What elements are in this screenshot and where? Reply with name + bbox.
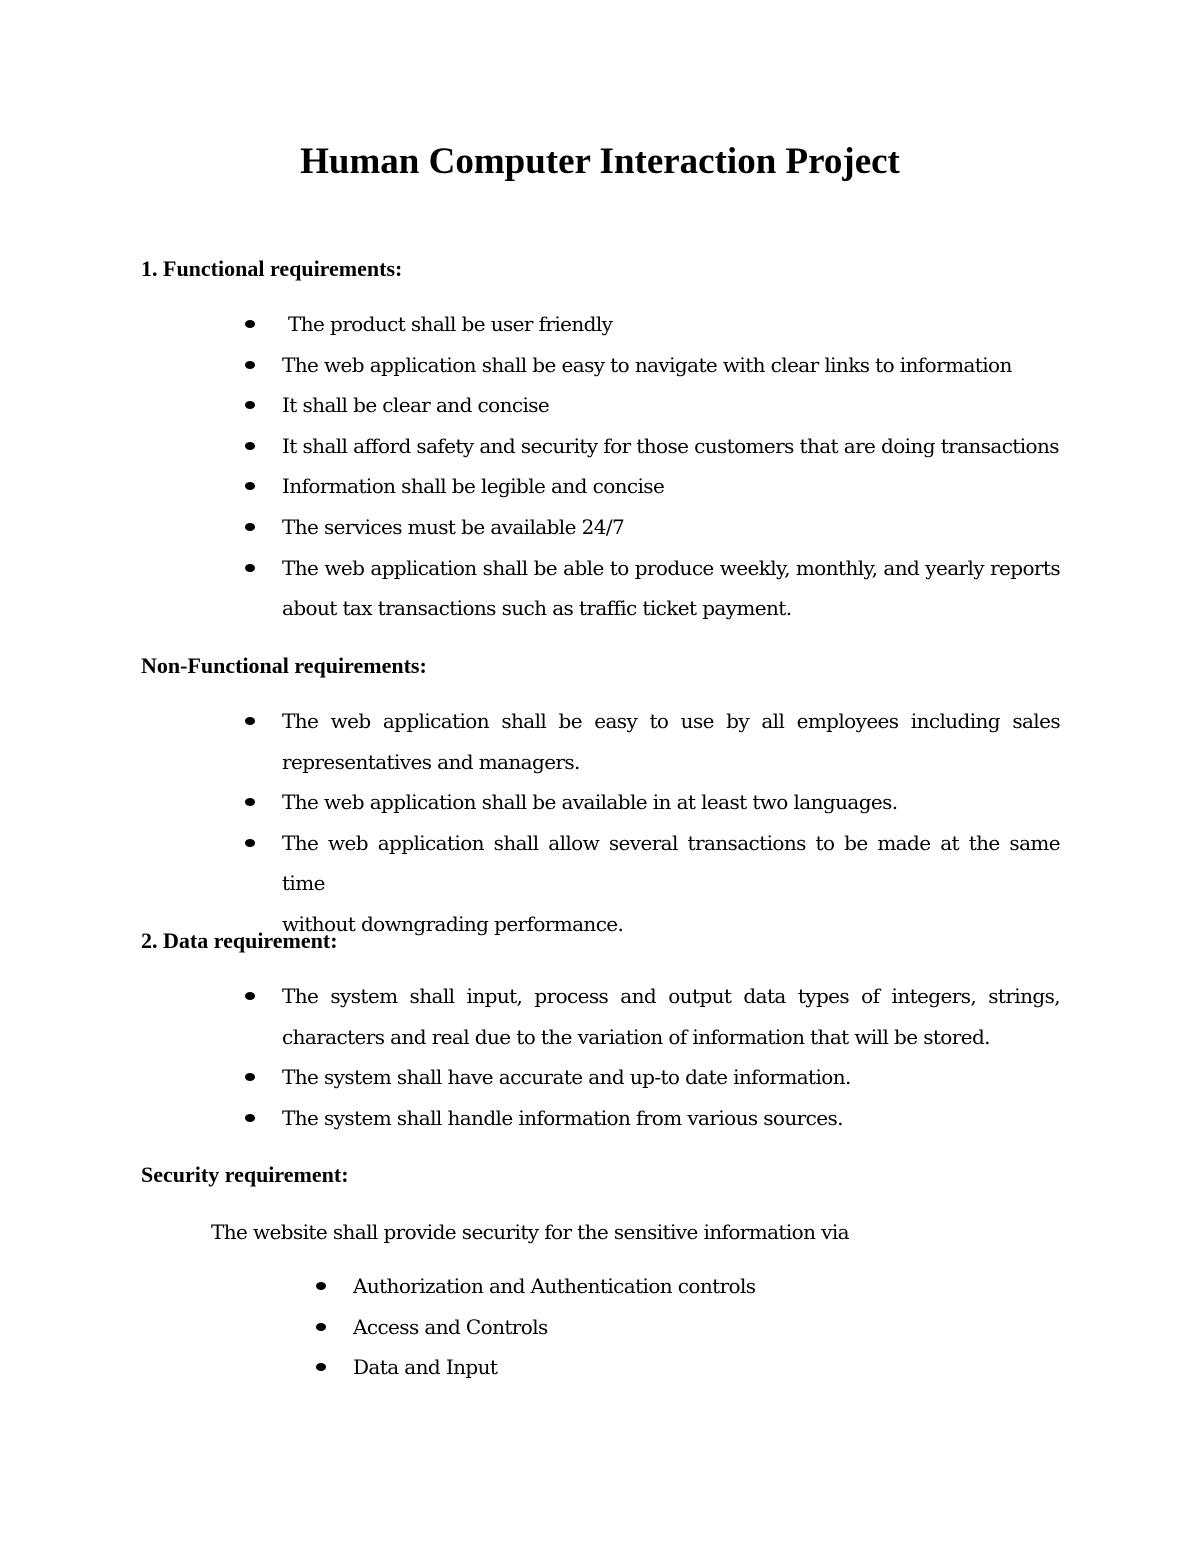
bullet-icon [245,564,255,572]
security-list [353,1266,1053,1388]
bullet-icon [245,717,255,725]
list-item: Information shall be legible and concise [282,466,1060,507]
security-intro: The website shall provide security for the sensitive information via [211,1220,849,1244]
functional-heading: 1. Functional requirements: [141,256,403,281]
list-item: Authorization and Authentication controls [353,1266,1053,1307]
bullet-icon [316,1363,326,1371]
bullet-icon [316,1323,326,1331]
bullet-icon [245,523,255,531]
data-list [282,976,1060,1138]
non-functional-heading: Non-Functional requirements: [141,653,427,678]
non-functional-list [282,701,1060,945]
bullet-icon [245,798,255,806]
bullet-icon [245,320,255,328]
list-item: Data and Input [353,1347,1053,1388]
list-item: The system shall input, process and output data types of integers, strings, characters and real due to the variation of information that will be stored. [282,976,1060,1057]
bullet-icon [316,1282,326,1290]
bullet-icon [245,1073,255,1081]
list-item: Access and Controls [353,1307,1053,1348]
bullet-icon [245,992,255,1000]
list-item: The system shall handle information from various sources. [282,1098,1060,1139]
bullet-icon [245,839,255,847]
list-item: The product shall be user friendly [282,304,1060,345]
list-item: The web application shall be easy to navigate with clear links to information [282,345,1060,386]
list-item: The web application shall be able to produce weekly, monthly, and yearly reports about tax transactions such as traffic ticket payment. [282,548,1060,629]
list-item: The web application shall be available in at least two languages. [282,782,1060,823]
security-heading: Security requirement: [141,1162,349,1187]
list-item: The services must be available 24/7 [282,507,1060,548]
data-heading: 2. Data requirement: [141,928,338,953]
bullet-icon [245,401,255,409]
bullet-icon [245,1114,255,1122]
bullet-icon [245,482,255,490]
document-title: Human Computer Interaction Project [300,141,900,182]
list-item: It shall afford safety and security for those customers that are doing transactions [282,426,1060,467]
functional-list [282,304,1060,629]
bullet-icon [245,442,255,450]
list-item: The system shall have accurate and up-to date information. [282,1057,1060,1098]
list-item: The web application shall be easy to use by all employees including sales representatives and managers. [282,701,1060,782]
list-item: It shall be clear and concise [282,385,1060,426]
list-item: The web application shall allow several transactions to be made at the same time without downgrading performance. [282,823,1060,945]
bullet-icon [245,361,255,369]
